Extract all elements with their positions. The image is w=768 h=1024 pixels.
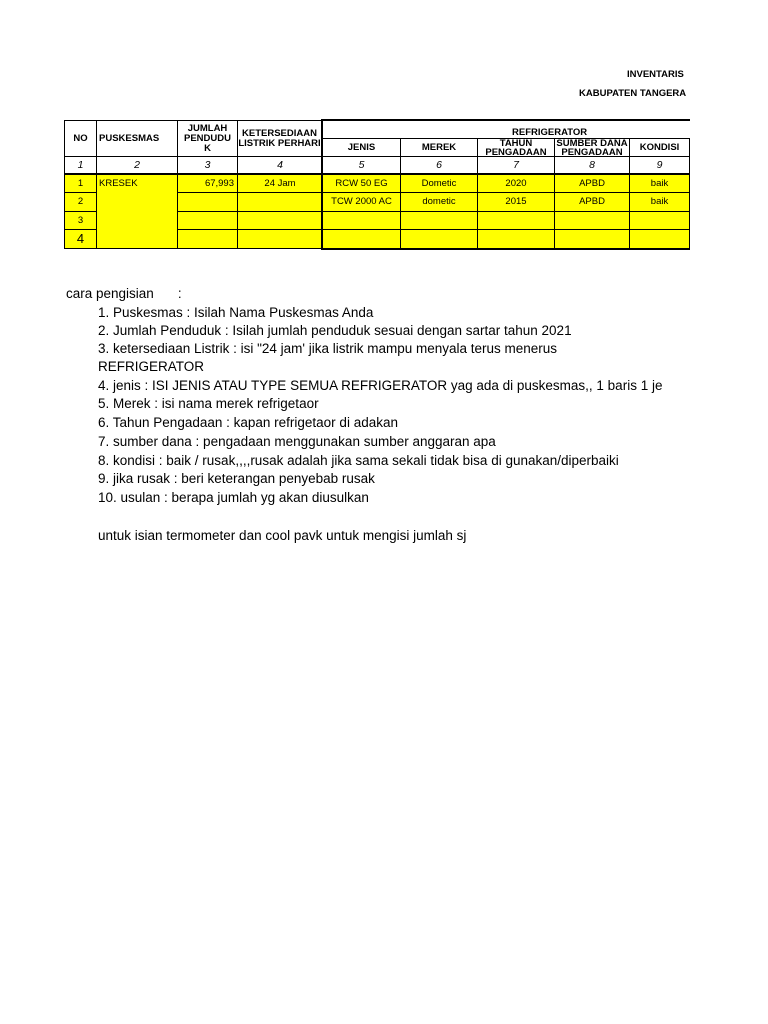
header-kondisi: KONDISI: [629, 138, 690, 157]
document-title: INVENTARIS: [627, 69, 684, 80]
index-cell: 2: [96, 156, 178, 174]
header-jumlah-penduduk: JUMLAH PENDUDU K: [177, 120, 238, 157]
row2-jenis: TCW 2000 AC: [322, 192, 401, 212]
row2-merek: dometic: [400, 192, 478, 212]
row1-penduduk: 67,993: [177, 174, 238, 193]
row1-puskesmas: KRESEK: [96, 174, 178, 249]
row4-jenis: [322, 229, 401, 249]
instruction-item: 4. jenis : ISI JENIS ATAU TYPE SEMUA REFRIGERATOR yag ada di puskesmas,, 1 baris 1 je: [98, 378, 663, 393]
instruction-item: 10. usulan : berapa jumlah yg akan diusulkan: [98, 490, 369, 505]
row3-penduduk: [177, 211, 238, 230]
header-no: NO: [64, 120, 97, 157]
row3-no: 3: [64, 211, 97, 230]
row1-tahun: 2020: [477, 174, 555, 193]
row3-sumber: [554, 211, 630, 230]
row1-merek: Dometic: [400, 174, 478, 193]
header-ketersediaan-listrik: KETERSEDIAAN LISTRIK PERHARI: [237, 120, 322, 157]
row1-no: 1: [64, 174, 97, 193]
row2-sumber: APBD: [554, 192, 630, 212]
row1-jenis: RCW 50 EG: [322, 174, 401, 193]
row4-merek: [400, 229, 478, 249]
row4-penduduk: [177, 229, 238, 249]
row3-jenis: [322, 211, 401, 230]
row2-no: 2: [64, 192, 97, 212]
row4-kondisi: [629, 229, 690, 249]
row4-listrik: [237, 229, 323, 249]
index-cell: 9: [629, 156, 690, 174]
row2-listrik: [237, 192, 323, 212]
row4-no: 4: [64, 229, 97, 249]
document-subtitle: KABUPATEN TANGERA: [579, 88, 687, 99]
instruction-item: 5. Merek : isi nama merek refrigetaor: [98, 396, 319, 411]
index-cell: 8: [554, 156, 630, 174]
instruction-item: 1. Puskesmas : Isilah Nama Puskesmas Anda: [98, 305, 374, 320]
group-bottom-border: [322, 248, 690, 250]
instruction-item: 6. Tahun Pengadaan : kapan refrigetaor di adakan: [98, 415, 398, 430]
group-top-border: [322, 119, 690, 121]
index-cell: 1: [64, 156, 97, 174]
instruction-item: 8. kondisi : baik / rusak,,,,rusak adalah jika sama sekali tidak bisa di gunakan/diperbaiki: [98, 453, 619, 468]
row2-penduduk: [177, 192, 238, 212]
instructions-footer: untuk isian termometer dan cool pavk untuk mengisi jumlah sj: [98, 528, 467, 543]
row1-sumber: APBD: [554, 174, 630, 193]
instruction-item: 2. Jumlah Penduduk : Isilah jumlah penduduk sesuai dengan sartar tahun 2021: [98, 323, 572, 338]
row2-tahun: 2015: [477, 192, 555, 212]
row3-listrik: [237, 211, 323, 230]
row2-kondisi: baik: [629, 192, 690, 212]
index-cell: 4: [237, 156, 323, 174]
row4-tahun: [477, 229, 555, 249]
row3-tahun: [477, 211, 555, 230]
header-refrigerator: REFRIGERATOR: [512, 127, 588, 138]
row3-kondisi: [629, 211, 690, 230]
group-left-border: [321, 119, 323, 250]
index-cell: 7: [477, 156, 555, 174]
instruction-item: 7. sumber dana : pengadaan menggunakan sumber anggaran apa: [98, 434, 496, 449]
instruction-item: REFRIGERATOR: [98, 359, 205, 374]
header-tahun-pengadaan: TAHUN PENGADAAN: [477, 138, 555, 157]
index-cell: 6: [400, 156, 478, 174]
row1-kondisi: baik: [629, 174, 690, 193]
row1-listrik: 24 Jam: [237, 174, 323, 193]
instruction-item: 3. ketersediaan Listrik : isi "24 jam' jika listrik mampu menyala terus menerus: [98, 341, 558, 356]
index-cell: 3: [177, 156, 238, 174]
header-sumber-dana: SUMBER DANA PENGADAAN: [554, 138, 630, 157]
instruction-item: 9. jika rusak : beri keterangan penyebab rusak: [98, 471, 375, 486]
header-merek: MEREK: [400, 138, 478, 157]
row3-merek: [400, 211, 478, 230]
inventory-table: [64, 118, 690, 252]
header-puskesmas: PUSKESMAS: [96, 120, 178, 157]
instructions-heading: cara pengisian :: [66, 286, 182, 301]
header-jenis: JENIS: [322, 138, 401, 157]
index-cell: 5: [322, 156, 401, 174]
row4-sumber: [554, 229, 630, 249]
